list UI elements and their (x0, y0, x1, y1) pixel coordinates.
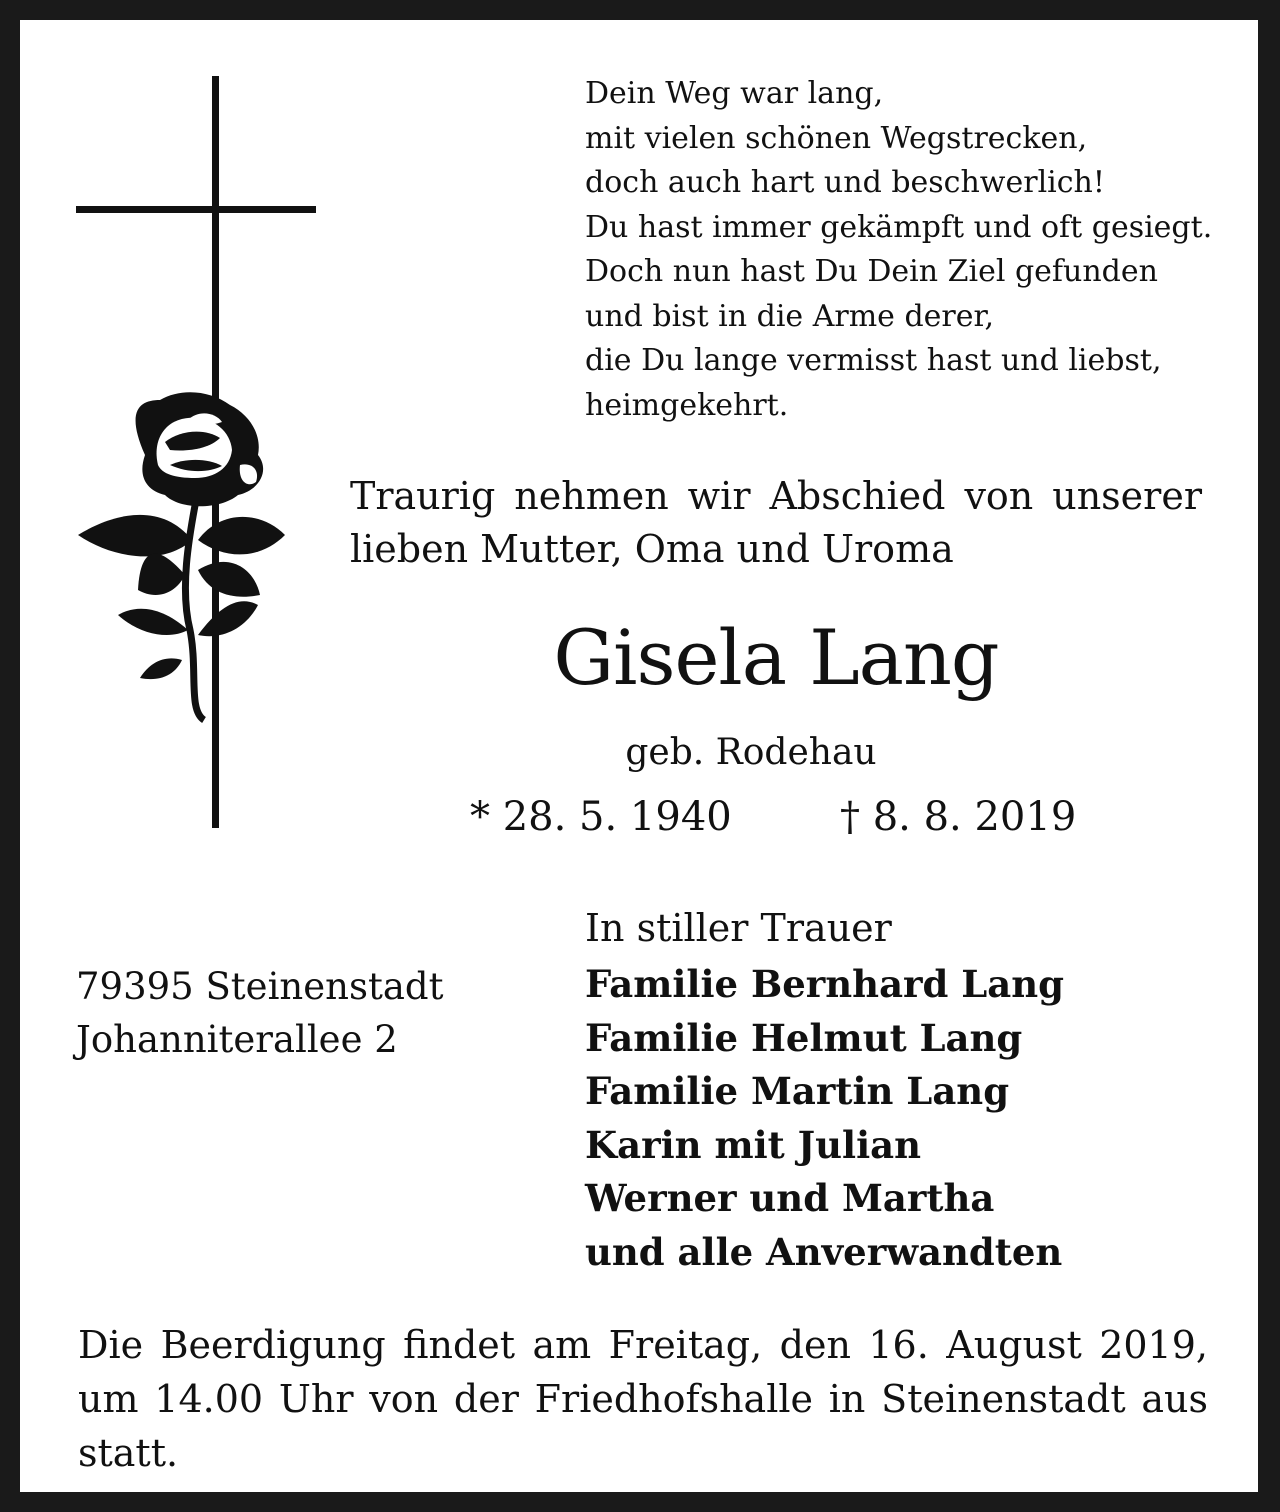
mourner-item: und alle Anverwandten (585, 1229, 1063, 1274)
address-block (76, 960, 443, 1066)
poem-line: Dein Weg war lang, (585, 76, 884, 111)
mourner-item: Familie Helmut Lang (585, 1015, 1023, 1060)
rose-icon (78, 392, 285, 720)
deceased-name: Gisela Lang (553, 613, 999, 702)
mourner-item: Familie Bernhard Lang (585, 962, 1065, 1006)
mourner-item: Werner und Martha (585, 1176, 995, 1221)
death-date: † 8. 8. 2019 (840, 794, 1077, 840)
farewell-intro: Traurig nehmen wir Abschied von unserer lieben Mutter, Oma und Uroma (350, 474, 1202, 571)
address-line-street: Johanniterallee 2 (76, 1018, 398, 1061)
poem-line: Doch nun hast Du Dein Ziel gefunden (585, 254, 1158, 289)
poem-line: und bist in die Arme derer, (585, 298, 995, 334)
mourners-intro: In stiller Trauer (585, 906, 892, 950)
cross-rose-emblem (70, 70, 330, 860)
poem-line: doch auch hart und beschwerlich! (585, 165, 1105, 200)
address-line-postal: 79395 Steinenstadt (76, 965, 444, 1008)
mourner-item: Karin mit Julian (585, 1122, 922, 1167)
poem-line: heimgekehrt. (585, 387, 789, 423)
poem-line: die Du lange vermisst hast und liebst, (585, 343, 1162, 378)
poem (585, 72, 1245, 428)
obituary-card (20, 20, 1258, 1492)
birth-date: * 28. 5. 1940 (470, 794, 732, 840)
birth-name: geb. Rodehau (625, 732, 877, 773)
life-dates (470, 790, 1170, 844)
poem-line: mit vielen schönen Wegstrecken, (585, 120, 1088, 156)
mourners-list (585, 958, 1064, 1280)
mourner-item: Familie Martin Lang (585, 1069, 1010, 1114)
funeral-notice: Die Beerdigung findet am Freitag, den 16. August 2019, um 14.00 Uhr von der Friedhofshalle in Steinenstadt aus statt. (78, 1323, 1208, 1475)
poem-line: Du hast immer gekämpft und oft gesiegt. (585, 209, 1213, 245)
